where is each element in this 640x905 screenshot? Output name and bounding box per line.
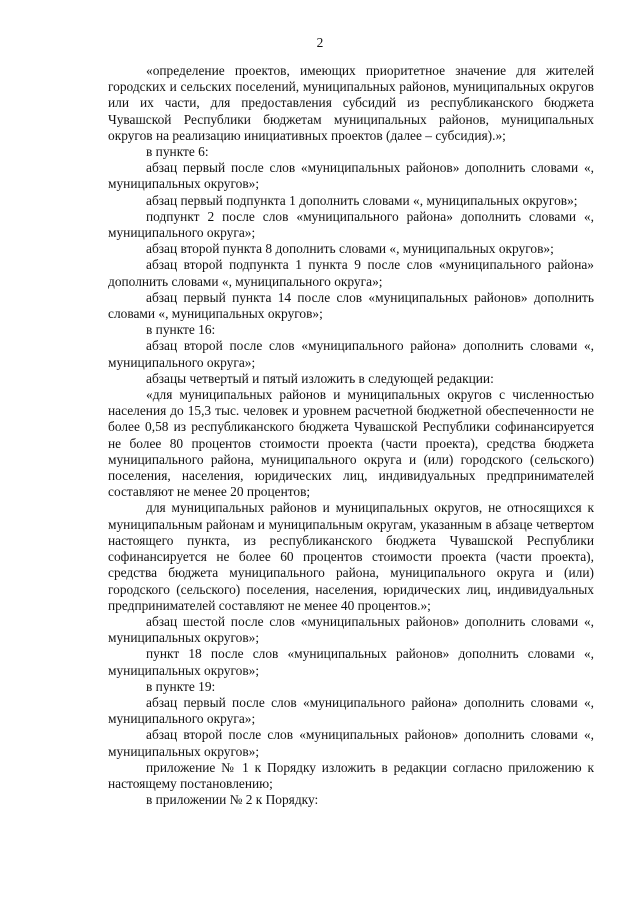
paragraph: абзац первый пункта 14 после слов «муниципальных районов» дополнить словами «, муниципальных округов»; bbox=[108, 289, 594, 322]
paragraph: абзац второй пункта 8 дополнить словами «, муниципальных округов»; bbox=[146, 241, 554, 257]
paragraph: абзац первый подпункта 1 дополнить словами «, муниципальных округов»; bbox=[146, 192, 578, 208]
paragraph: подпункт 2 после слов «муниципального района» дополнить словами «, муниципального округа»; bbox=[108, 208, 594, 241]
document-body bbox=[108, 63, 594, 808]
paragraph: абзац шестой после слов «муниципальных районов» дополнить словами «, муниципальных округов»; bbox=[108, 613, 594, 646]
paragraph: в приложении № 2 к Порядку: bbox=[146, 792, 319, 808]
paragraph: пункт 18 после слов «муниципальных районов» дополнить словами «, муниципальных округов»; bbox=[108, 646, 594, 678]
page-number: 2 bbox=[316, 35, 324, 50]
paragraph: «для муниципальных районов и муниципальных округов с численностью населения до 15,3 тыс. человек и уровнем расчетной бюджетной обеспеченности не более 0,58 из республиканского бюджета Чувашской Республики софинансируется не более 80 процентов стоимости проекта (части проекта), средства бюджета муниципального района, муниципального округа и (или) городского (сельского) поселения, населения, юридических лиц, индивидуальных предпринимателей составляют не менее 20 процентов; bbox=[108, 387, 594, 500]
paragraph: абзацы четвертый и пятый изложить в следующей редакции: bbox=[146, 370, 494, 386]
paragraph: абзац первый после слов «муниципального района» дополнить словами «, муниципального округа»; bbox=[108, 694, 594, 727]
paragraph: «определение проектов, имеющих приоритетное значение для жителей городских и сельских поселений, муниципальных районов, муниципальных округов или их части, для предоставления субсидий из республиканского бюджета Чувашской Республики бюджетам муниципальных районов, муниципальных округов на реализацию инициативных проектов (далее – субсидия).»; bbox=[108, 63, 594, 143]
paragraph: абзац второй после слов «муниципального района» дополнить словами «, муниципального округа»; bbox=[108, 338, 594, 370]
paragraph: приложение № 1 к Порядку изложить в редакции согласно приложению к настоящему постановлению; bbox=[108, 759, 594, 791]
paragraph: в пункте 19: bbox=[146, 678, 216, 694]
paragraph: для муниципальных районов и муниципальных округов, не относящихся к муниципальным районам и муниципальным округам, указанным в абзаце четвертом настоящего пункта, из республиканского бюджета Чувашской Республики софинансируется не более 60 процентов стоимости проекта (части проекта), средства бюджета муниципального района, муниципального округа и (или) городского (сельского) поселения, населения, юридических лиц, индивидуальных предпринимателей составляют не менее 40 процентов.»; bbox=[108, 500, 594, 613]
paragraph: абзац второй после слов «муниципальных районов» дополнить словами «, муниципальных округов»; bbox=[108, 727, 594, 759]
paragraph: в пункте 16: bbox=[146, 322, 216, 338]
paragraph: абзац второй подпункта 1 пункта 9 после слов «муниципального района» дополнить словами «, муниципального округа»; bbox=[108, 257, 594, 289]
paragraph: абзац первый после слов «муниципальных районов» дополнить словами «, муниципальных округов»; bbox=[108, 160, 594, 192]
paragraph: в пункте 6: bbox=[146, 144, 209, 160]
